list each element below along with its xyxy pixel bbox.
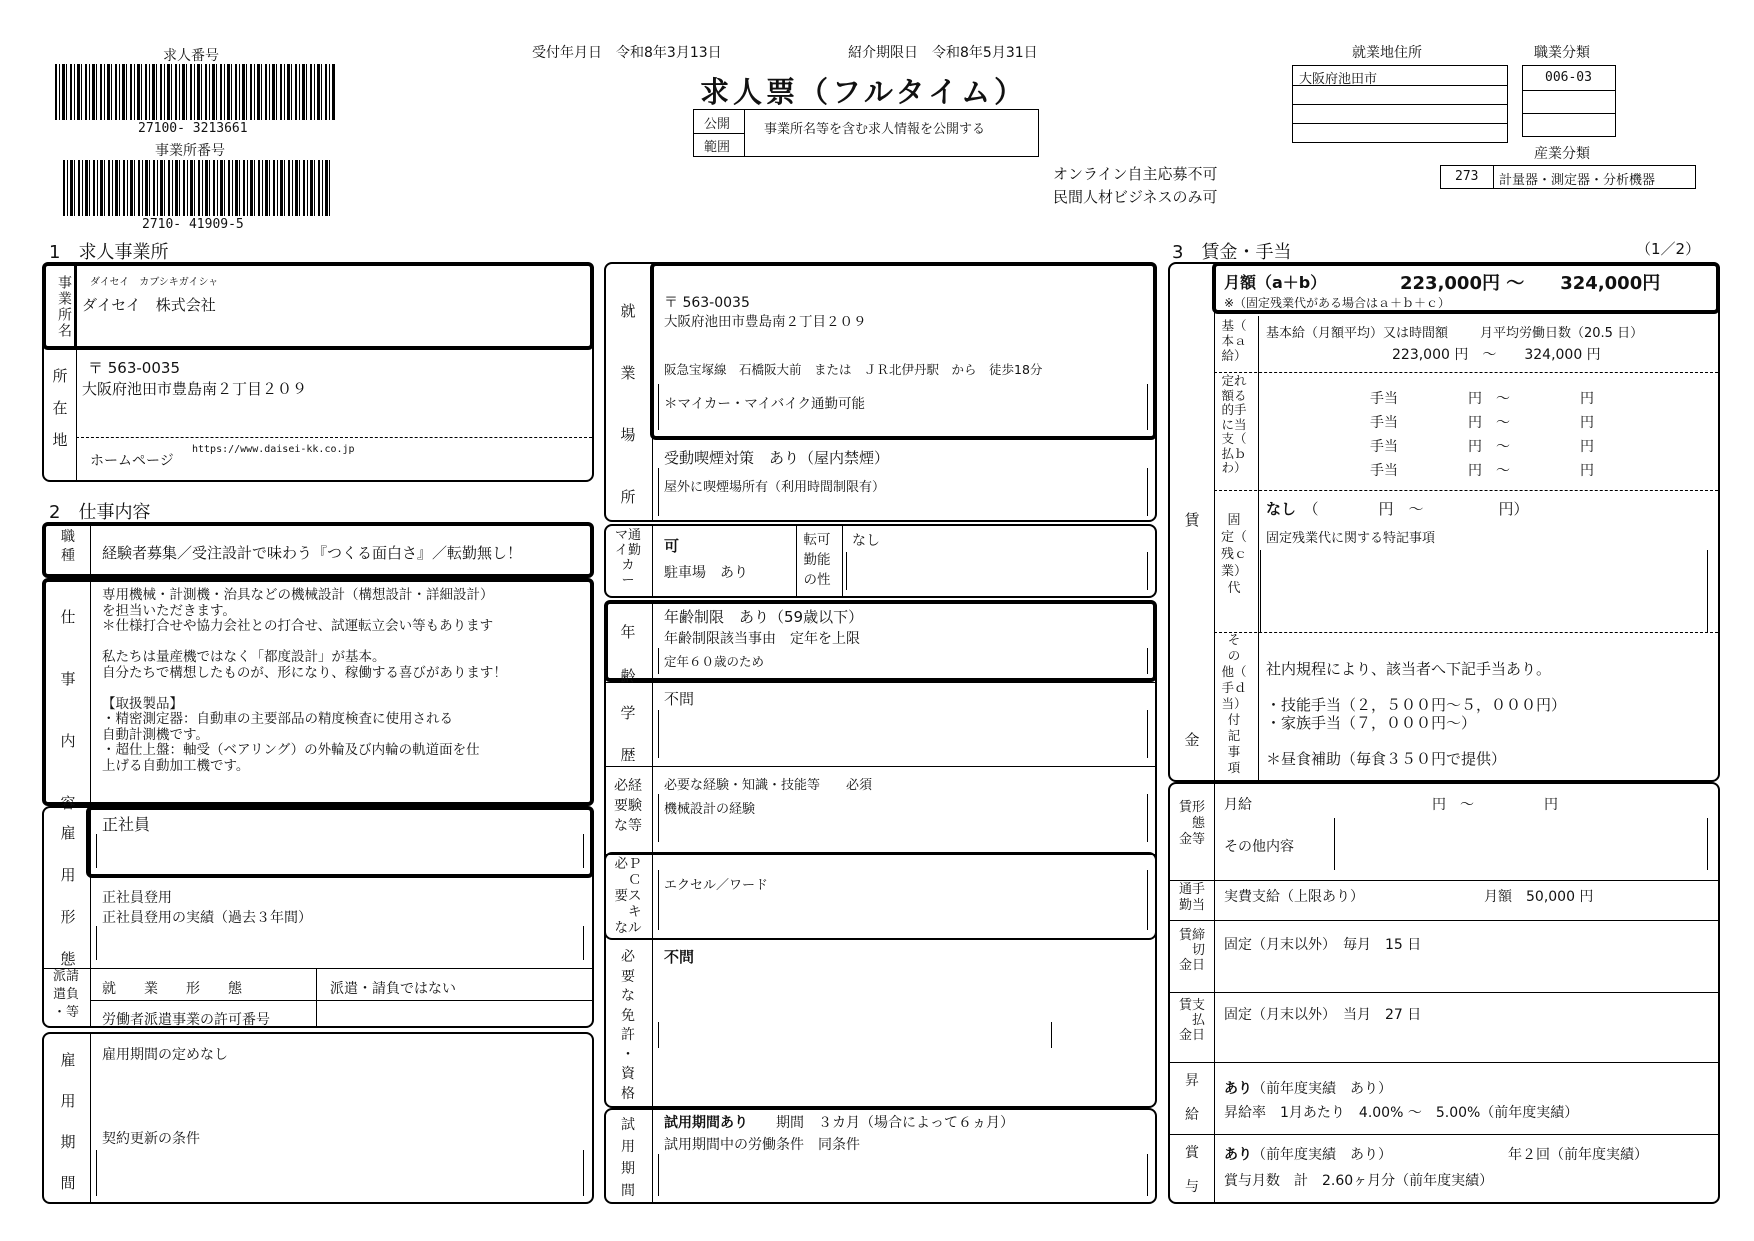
- job-type-label: 職 種: [61, 529, 75, 564]
- disclosure-text: 事業所名等を含む求人情報を公開する: [764, 122, 986, 137]
- dispatch-label: 派請 遣負 ・等: [52, 969, 79, 1020]
- private-note: 民間人材ビジネスのみ可: [1053, 188, 1218, 206]
- exp-label: 必経 要験 な等: [614, 778, 642, 834]
- exp-value: 機械設計の経験: [664, 802, 756, 817]
- regular-promotion-record: 正社員登用の実績（過去３年間）: [102, 910, 312, 926]
- promotion-bracket: [96, 926, 584, 960]
- workplace-addr: 大阪府池田市: [1299, 72, 1378, 87]
- payday-value: 固定（月末以外） 当月 27 日: [1224, 1007, 1422, 1023]
- work-days: 月平均労働日数（20.5 日）: [1480, 326, 1644, 341]
- pc-label: 必Ｐ Ｃ 要ス キ なル: [614, 856, 642, 936]
- online-note: オンライン自主応募不可: [1053, 165, 1218, 183]
- commute-value: 可: [664, 537, 680, 555]
- industry-name: 計量器・測定器・分析機器: [1499, 173, 1656, 188]
- job-class: 006-03: [1545, 70, 1592, 85]
- edu-value: 不問: [664, 690, 695, 708]
- workplace-car-note: ＊マイカー・マイバイク通勤可能: [664, 396, 866, 412]
- page-indicator: （1／2）: [1636, 240, 1701, 258]
- dispatch-permit-label: 労働者派遣事業の許可番号: [102, 1012, 270, 1028]
- raise-rate: 昇給率 1月あたり 4.00% 〜 5.00%（前年度実績）: [1224, 1105, 1579, 1121]
- monthly-range: 223,000円 〜 324,000円: [1400, 273, 1661, 294]
- other-allow-text: 社内規程により、該当者へ下記手当あり。 ・技能手当（２，５００円〜５，０００円） ・家族手当（７，０００円〜） ＊昼食補助（毎食３５０円で提供）: [1266, 660, 1567, 768]
- job-number-label: 求人番号: [163, 48, 219, 64]
- license-label: 必 要 な 免 許 ・ 資 格: [621, 949, 635, 1102]
- monthly-note: ※（固定残業代がある場合はａ＋ｂ＋ｃ）: [1224, 296, 1451, 310]
- job-number-barcode: [55, 64, 335, 120]
- age-note: 定年６０歳のため: [664, 654, 765, 669]
- smoking-policy: 受動喫煙対策 あり（屋内禁煙）: [664, 449, 890, 467]
- address-label: 所 在 地: [52, 367, 68, 449]
- trial-cond: 試用期間中の労働条件 同条件: [664, 1137, 860, 1153]
- industry-code: 273: [1455, 169, 1479, 184]
- transfer-value: なし: [852, 533, 880, 549]
- workplace-postal: 〒 563-0035: [664, 295, 750, 311]
- section2-heading: 2 仕事内容: [49, 502, 151, 523]
- disclosure-label-2: 範囲: [704, 140, 731, 155]
- work-form-value: 派遣・請負ではない: [330, 981, 456, 997]
- commute-allow-value: 実費支給（上限あり）: [1224, 889, 1364, 905]
- wage-form-label: 賃形 態 金等: [1178, 800, 1205, 847]
- edu-label: 学 歴: [620, 704, 636, 764]
- bonus-times: 年２回（前年度実績）: [1508, 1147, 1648, 1163]
- employment-bracket: [96, 834, 584, 868]
- office-number-barcode: [63, 160, 331, 216]
- commute-allow-amount: 月額 50,000 円: [1484, 889, 1594, 905]
- base-range: 223,000 円 〜 324,000 円: [1392, 347, 1601, 363]
- edu-bracket: [658, 710, 1148, 758]
- job-type: 経験者募集／受注設計で味わう『つくる面白さ』／転勤無し！: [102, 544, 523, 562]
- workplace-addr-label: 就業地住所: [1352, 45, 1422, 61]
- office-number-label: 事業所番号: [155, 143, 225, 159]
- office-furigana: ダイセイ カブシキガイシャ: [90, 277, 219, 288]
- raise-value: あり（前年度実績 あり）: [1224, 1081, 1392, 1097]
- industry-box: [1440, 165, 1696, 189]
- trial-label: 試 用 期 間: [621, 1117, 635, 1199]
- bonus-value: あり（前年度実績 あり）: [1224, 1147, 1392, 1163]
- regular-promotion: 正社員登用: [102, 890, 172, 906]
- job-desc-label: 仕 事 内 容: [60, 608, 76, 812]
- monthly-label: 月額（a＋b）: [1224, 273, 1327, 292]
- period-label: 雇 用 期 間: [60, 1051, 76, 1192]
- employment-label: 雇 用 形 態: [60, 824, 76, 968]
- workplace-label: 就 業 場 所: [620, 302, 636, 506]
- wage-form-range: 円 〜 円: [1432, 797, 1558, 813]
- section3-heading: 3 賃金・手当: [1172, 242, 1292, 263]
- job-number: 27100- 3213661: [138, 121, 248, 136]
- overtime-bracket: [1260, 550, 1708, 632]
- other-allow-label: そ の 他（ 手ｄ 当） 付 記 事 項: [1221, 632, 1247, 775]
- base-label: 基（ 本ａ 給）: [1221, 318, 1247, 363]
- overtime-note: 固定残業代に関する特記事項: [1266, 531, 1436, 546]
- pc-value: エクセル／ワード: [664, 878, 769, 893]
- fixed-allow-label: 定れ 額る 的手 に当 支（ 払ｂ わ）: [1221, 373, 1247, 475]
- commute-label: マ通 イ勤 カ ー: [614, 528, 641, 588]
- office-name: ダイセイ 株式会社: [82, 296, 216, 314]
- office-address: 大阪府池田市豊島南２丁目２０９: [82, 380, 308, 398]
- allowance-row: 手当 円 〜 円: [1370, 439, 1594, 455]
- office-name-label: 事業所名: [56, 275, 72, 339]
- payday-label: 賃支 払 金日: [1178, 998, 1205, 1043]
- allowance-row: 手当 円 〜 円: [1370, 463, 1594, 479]
- workplace-address: 大阪府池田市豊島南２丁目２０９: [664, 314, 867, 330]
- period-value: 雇用期間の定めなし: [102, 1047, 228, 1063]
- renewal-label: 契約更新の条件: [102, 1131, 200, 1147]
- deadline-date: 紹介期限日 令和8年5月31日: [848, 45, 1038, 61]
- homepage-url[interactable]: https://www.daisei-kk.co.jp: [192, 444, 355, 455]
- job-class-label: 職業分類: [1534, 45, 1590, 61]
- office-postal: 〒 563-0035: [88, 359, 180, 377]
- wage-label: 賃 金: [1184, 511, 1200, 749]
- section1-heading: 1 求人事業所: [49, 242, 169, 263]
- homepage-label: ホームページ: [90, 453, 174, 469]
- renewal-bracket: [96, 1150, 584, 1196]
- wage-form: 月給: [1224, 797, 1252, 813]
- disclosure-box: [693, 109, 1039, 157]
- office-number: 2710- 41909-5: [142, 217, 244, 232]
- workplace-access: 阪急宝塚線 石橋阪大前 または ＪＲ北伊丹駅 から 徒歩18分: [664, 362, 1043, 377]
- job-class-box: [1522, 65, 1616, 137]
- base-header: 基本給（月額平均）又は時間額: [1266, 326, 1449, 341]
- commute-allow-label: 通手 勤当: [1178, 882, 1205, 913]
- raise-label: 昇 給: [1185, 1073, 1199, 1123]
- bonus-months: 賞与月数 計 2.60ヶ月分（前年度実績）: [1224, 1173, 1494, 1189]
- work-form-label: 就 業 形 態: [102, 981, 242, 997]
- received-date: 受付年月日 令和8年3月13日: [532, 45, 722, 61]
- closing-label: 賃締 切 金日: [1178, 928, 1205, 973]
- wage-form-bracket: [1334, 818, 1708, 870]
- allowance-row: 手当 円 〜 円: [1370, 415, 1594, 431]
- workplace-addr-box: [1292, 65, 1508, 143]
- transfer-bracket: [846, 552, 1148, 590]
- license-bracket: [658, 1022, 1052, 1048]
- parking: 駐車場 あり: [664, 565, 748, 581]
- trial-bracket: [658, 1154, 1148, 1196]
- closing-value: 固定（月末以外） 毎月 15 日: [1224, 937, 1422, 953]
- smoking-note: 屋外に喫煙場所有（利用時間制限有）: [664, 480, 886, 495]
- allowance-row: 手当 円 〜 円: [1370, 391, 1594, 407]
- transfer-label: 転可 勤能 の性: [803, 532, 831, 588]
- employment-type: 正社員: [102, 815, 151, 834]
- overtime-value: なし （ 円 〜 円）: [1266, 500, 1529, 518]
- wage-form-other: その他内容: [1224, 839, 1294, 855]
- license-value: 不問: [664, 948, 695, 966]
- bonus-label: 賞 与: [1185, 1145, 1199, 1195]
- age-reason: 年齢制限該当事由 定年を上限: [664, 631, 860, 647]
- industry-label: 産業分類: [1534, 146, 1590, 162]
- age-limit: 年齢制限 あり（59歳以下）: [664, 608, 864, 626]
- disclosure-label: 公開: [704, 117, 731, 132]
- overtime-label: 固 定（ 残ｃ 業） 代: [1220, 513, 1247, 596]
- job-desc: 専用機械・計測機・治具などの機械設計（構想設計・詳細設計） を担当いただきます。 ＊仕様打合せや協力会社との打合せ、試運転立会い等もあります 私たちは量産機ではなく「都度設計」が基本。 自分たちで構想したものが、形になり、稼働する喜びがあります！ 【取扱製品】 ・精密測定器：自動車の主要部品の精度検査に使用される 自動計測機です。 ・超仕上盤：軸受（ベアリング）の外輪及び内輪の軌道面を仕 上げる自動加工機です。: [102, 587, 507, 774]
- trial-value: 試用期間あり 期間 ３カ月（場合によって６ヵ月）: [664, 1115, 1014, 1131]
- age-label: 年 齢: [620, 623, 636, 685]
- page-title: 求人票（フルタイム）: [700, 75, 1028, 109]
- exp-header: 必要な経験・知識・技能等 必須: [664, 778, 873, 793]
